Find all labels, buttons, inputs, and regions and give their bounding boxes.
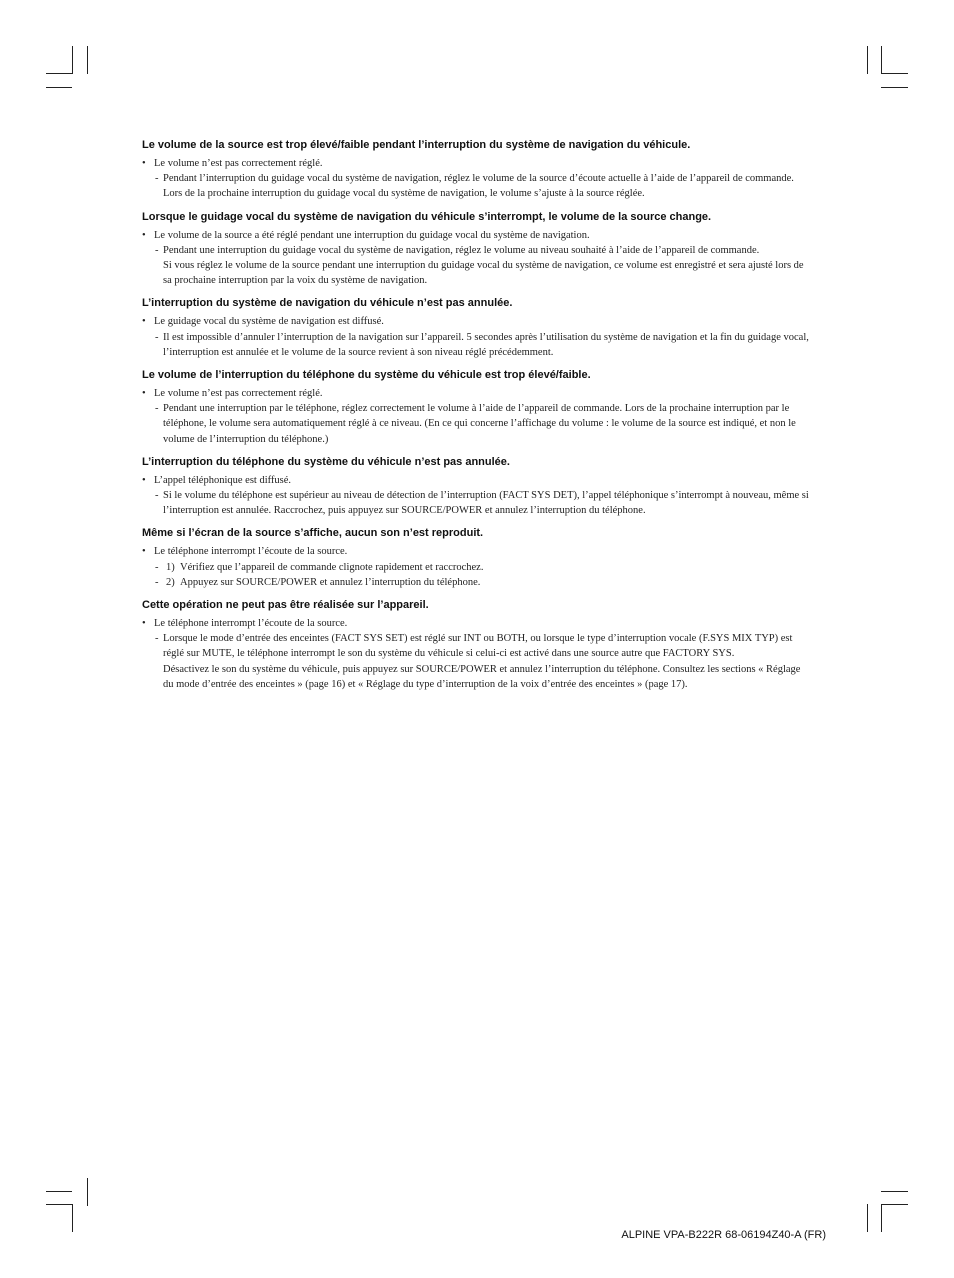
solution-text: Pendant une interruption du guidage vocal du système de navigation, réglez le volume au niveau souhaité à l’aide de l’appareil de commande. (163, 244, 760, 256)
bullet-mark: • (142, 158, 146, 169)
step-text: Vérifiez que l’appareil de commande clignote rapidement et raccrochez. (180, 561, 484, 573)
section-no-sound (142, 526, 812, 590)
cause-item (142, 314, 812, 329)
solution-text: Pendant une interruption par le téléphone, réglez correctement le volume à l’aide de l’appareil de commande. Lors de la prochaine interruption par le téléphone, le volume sera automatiquement réglé à ce niveau. (En ce qui concerne l’affichage du volume : le volume de la source est indiqué, et non le volume de l’interruption du téléphone.) (163, 403, 796, 445)
solution-text: Il est impossible d’annuler l’interruption de la navigation sur l’appareil. 5 secondes après l’utilisation du système de navigation et la fin du guidage vocal, l’interruption est annulée et le volume de la source revient à son niveau réglé précédemment. (163, 331, 809, 358)
cause-text: Le volume n’est pas correctement réglé. (154, 388, 323, 400)
crop-mark (87, 1178, 88, 1206)
cause-item (142, 544, 812, 559)
section-operation-not-possible (142, 598, 812, 692)
section-heading: L’interruption du téléphone du système du véhicule n’est pas annulée. (142, 455, 510, 468)
crop-mark (72, 46, 73, 74)
dash-mark: - (155, 576, 159, 588)
section-nav-interrupt-not-cancelled (142, 296, 812, 360)
crop-mark (46, 73, 72, 74)
step-text: Appuyez sur SOURCE/POWER et annulez l’interruption du téléphone. (180, 576, 481, 588)
crop-mark (46, 87, 72, 88)
step-number: 1) (166, 561, 175, 573)
solution-step (142, 560, 812, 575)
solution-step (142, 575, 812, 590)
section-heading: Cette opération ne peut pas être réalisée sur l’appareil. (142, 599, 429, 612)
bullet-mark: • (142, 618, 146, 630)
cause-item (142, 473, 812, 488)
section-heading: Lorsque le guidage vocal du système de navigation du véhicule s’interrompt, le volume de la source change. (142, 210, 712, 223)
troubleshooting-content (142, 138, 812, 700)
dash-mark: - (155, 490, 159, 502)
step-number: 2) (166, 576, 175, 588)
crop-mark (46, 1204, 72, 1205)
solution-item (142, 330, 812, 360)
cause-text: Le volume de la source a été réglé pendant une interruption du guidage vocal du système de navigation. (154, 229, 590, 241)
cause-text: Le téléphone interrompt l’écoute de la source. (154, 618, 348, 630)
crop-mark (881, 1204, 908, 1205)
dash-mark: - (155, 403, 159, 415)
crop-mark (46, 1191, 72, 1192)
crop-mark (867, 1204, 868, 1232)
section-phone-volume (142, 368, 812, 447)
section-volume-changes-nav (142, 210, 812, 289)
cause-text: Le téléphone interrompt l’écoute de la source. (154, 546, 348, 558)
section-heading: Le volume de l’interruption du téléphone du système du véhicule est trop élevé/faible. (142, 369, 591, 382)
cause-item (142, 156, 812, 171)
solution-item (142, 243, 812, 258)
crop-mark (881, 73, 908, 74)
cause-text: Le guidage vocal du système de navigation est diffusé. (154, 316, 384, 328)
dash-mark: - (155, 244, 159, 256)
bullet-mark: • (142, 316, 146, 328)
crop-mark (881, 87, 908, 88)
document-footer: ALPINE VPA-B222R 68-06194Z40-A (FR) (621, 1229, 826, 1241)
section-heading: Même si l’écran de la source s’affiche, aucun son n’est reproduit. (142, 527, 484, 540)
crop-mark (881, 46, 882, 74)
dash-mark: - (155, 633, 159, 645)
crop-mark (72, 1204, 73, 1232)
bullet-mark: • (142, 474, 146, 486)
solution-item (142, 488, 812, 518)
cause-text: L’appel téléphonique est diffusé. (154, 474, 292, 486)
dash-mark: - (155, 331, 159, 343)
solution-item (142, 631, 812, 661)
cause-text: Le volume n’est pas correctement réglé. (154, 158, 323, 169)
crop-mark (881, 1191, 908, 1192)
solution-text: Si vous réglez le volume de la source pendant une interruption du guidage vocal du système de navigation, ce volume est enregistré et sera ajusté lors de sa prochaine interruption par la voix du système de navigation. (163, 260, 804, 287)
cause-item (142, 228, 812, 243)
solution-continuation (142, 258, 812, 288)
section-source-volume-nav (142, 138, 812, 202)
section-heading: Le volume de la source est trop élevé/faible pendant l’interruption du système de navigation du véhicule. (142, 139, 691, 151)
solution-item (142, 401, 812, 447)
cause-item (142, 386, 812, 401)
bullet-mark: • (142, 229, 146, 241)
solution-text: Lorsque le mode d’entrée des enceintes (FACT SYS SET) est réglé sur INT ou BOTH, ou lorsque le type d’interruption vocale (F.SYS MIX TYP) est réglé sur MUTE, le téléphone interrompt le son du système du véhicule si celui-ci est activé dans une source autre que FACTORY SYS. (163, 633, 793, 660)
solution-text: Si le volume du téléphone est supérieur au niveau de détection de l’interruption (FACT SYS DET), l’appel téléphonique s’interrompt à nouveau, même si l’interruption est annulée. Raccrochez, puis appuyez sur SOURCE/POWER et annulez l’interruption du téléphone. (163, 490, 809, 517)
bullet-mark: • (142, 546, 146, 558)
crop-mark (881, 1204, 882, 1232)
dash-mark: - (155, 561, 159, 573)
section-phone-interrupt-not-cancelled (142, 455, 812, 519)
crop-mark (867, 46, 868, 74)
section-heading: L’interruption du système de navigation du véhicule n’est pas annulée. (142, 297, 513, 310)
cause-item (142, 616, 812, 631)
solution-text: Désactivez le son du système du véhicule, puis appuyez sur SOURCE/POWER et annulez l’interruption du téléphone. Consultez les sections « Réglage du mode d’entrée des enceintes » (page 16) et « Réglage du type d’interruption de la voix d’entrée des enceintes » (page 17). (163, 663, 801, 690)
crop-mark (87, 46, 88, 74)
bullet-mark: • (142, 388, 146, 400)
solution-text: Pendant l’interruption du guidage vocal du système de navigation, réglez le volume de la source d’écoute actuelle à l’aide de l’appareil de commande. Lors de la prochaine interruption du guidage vocal du système de navigation, le volume s’ajuste à la source réglée. (163, 173, 794, 200)
solution-item (142, 171, 812, 201)
dash-mark: - (155, 173, 159, 185)
solution-continuation (142, 662, 812, 692)
